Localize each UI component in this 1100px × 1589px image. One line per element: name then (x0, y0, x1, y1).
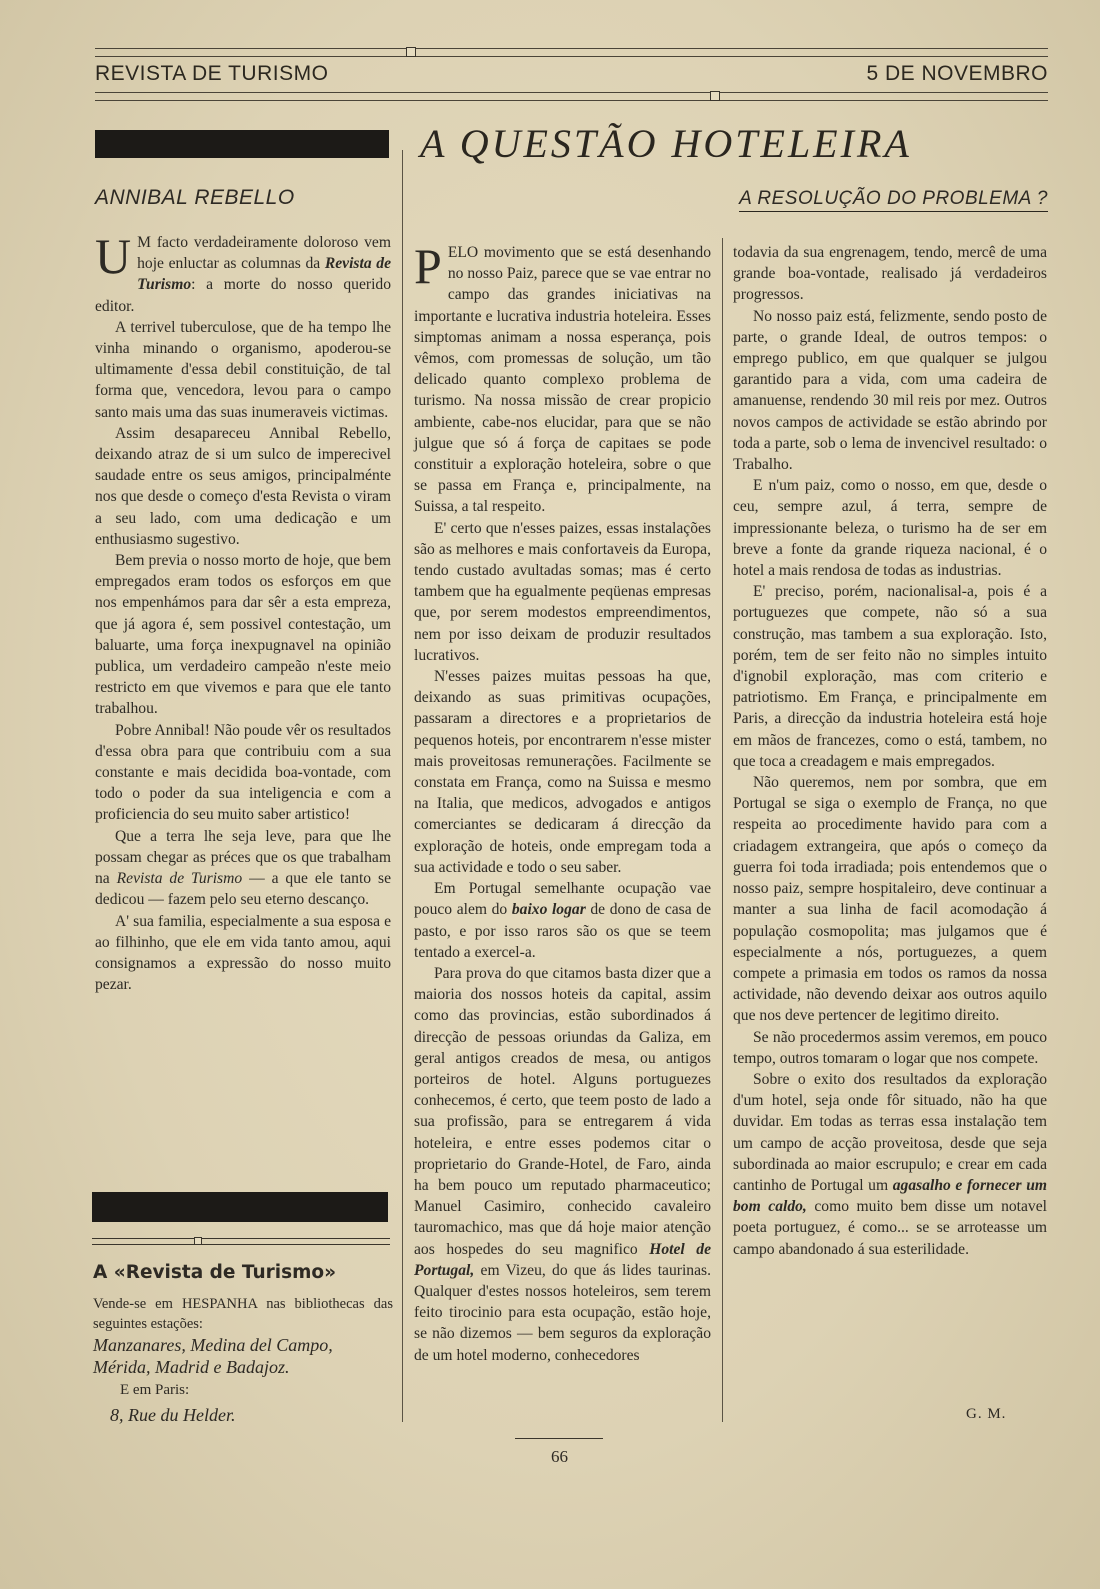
obituary-paragraph: A terrivel tuberculose, que de ha tempo lhe vinha minando o organismo, apoderou-se ultimamente d'essa debil constituição, de tal forma que, vencedora, levou para o campo santo mais uma das suas inumeraveis victimas. (95, 318, 391, 421)
page-number: 66 (551, 1447, 568, 1466)
obituary-column (95, 228, 391, 995)
obituary-author-heading: ANNIBAL REBELLO (95, 186, 295, 209)
advert-address: 8, Rue du Helder. (110, 1405, 236, 1425)
advert-cities-line: Manzanares, Medina del Campo, (93, 1335, 333, 1355)
column-divider (722, 238, 723, 1422)
article-paragraph: E' preciso, porém, nacionalisal-a, pois é a portuguezes que compete, não só a sua construção, mas tambem a sua exploração. Isto, porém, tem de ser feito não no simples intuito d'ignobil exploração, mas com criterio e patriotismo. Em França, e principalmente em Paris, a direcção da industria hoteleira está hoje em mãos de francezes, como o está, tambem, no que toca a creadagem e mais empregados. (733, 583, 1047, 770)
rule-ornament (194, 1237, 202, 1245)
article-paragraph: E n'um paiz, como o nosso, em que, desde o ceu, sempre azul, á terra, sempre de impressionante beleza, o turismo ha de ser em breve a fonte da grande riqueza nacional, é o hotel a mais rendosa de todas as industrias. (733, 477, 1047, 580)
drop-cap: U (95, 228, 132, 284)
article-paragraph: Para prova do que citamos basta dizer que a maioria dos nossos hoteis da capital, assim como das provincias, estão subordinados á direcção de pessoas oriundas da Galiza, em geral antigos creados de mesa, ou antigos porteiros de hotel. Alguns portuguezes conhecemos, é certo, que teem posto de lado a sua profissão, para se entregarem á vida hoteleira, e entre esses podemos citar o proprietario do Grande-Hotel, de Faro, ainda ha bem pouco um reputado pharmaceutico; Manuel Casimiro, conhecido cavaleiro tauromachico, mas que dá hoje maior atenção aos hospedes do seu magnifico Hotel de Portugal, em Vizeu, do que ás lides taurinas. Qualquer d'estes nossos hoteleiros, sem terem feito tirocinio para esta ocupação, estão hoje, se não dizemos — bem seguros da exploração de um hotel moderno, conhecedores (414, 964, 711, 1364)
rule-ornament (406, 47, 416, 57)
page-number-rule (515, 1438, 603, 1439)
article-paragraph: No nosso paiz está, felizmente, sendo posto de parte, o grande Ideal, de outros tempos: o emprego publico, em que qualquer se julgou garantido para a vida, com uma cadeira de amanuense, rendendo 30 mil reis por mez. Outros novos campos de actividade se estão abrindo por toda a parte, sob o lema de invencivel resultado: o Trabalho. (733, 307, 1047, 474)
obituary-paragraph: Que a terra lhe seja leve, para que lhe possam chegar as préces que os que trabalham na Revista de Turismo — a que ele tanto se dedicou — fazem pelo seu eterno descanço. (95, 827, 391, 909)
advert-title: A «Revista de Turismo» (93, 1262, 337, 1283)
article-paragraph: N'esses paizes muitas pessoas ha que, deixando as suas primitivas ocupações, passaram a directores e a proprietarios de pequenos hoteis, por encontrarem n'esse mister mais proveitosas remunerações. Facilmente se constata em França, como na Suissa e mesmo na Italia, que medicos, advogados e antigos comerciantes se dedicaram á direcção da exploração de hoteis, onde empregam toda a sua actividade e todo o seu saber. (414, 668, 711, 876)
drop-cap: P (414, 238, 442, 294)
article-paragraph: PELO movimento que se está desenhando no nosso Paiz, parece que se vae entrar no campo das grandes iniciativas na importante e lucrativa industria hoteleira. Esses simptomas animam a nossa esperança, pois vêmos, com promessas de solução, um tão delicado quanto complexo problema de turismo. Na nossa missão de crear propicio ambiente, cabe-nos elucidar, para que se não julgue que só á força de capitaes se pode constituir a exploração hoteleira, sobre o que se passa em França e, principalmente, na Suissa, a tal respeito. (414, 238, 711, 516)
advert-rule (92, 1238, 390, 1245)
article-paragraph: Em Portugal semelhante ocupação vae pouco alem do baixo logar de dono de casa de pasto, e por isso raros são os que se teem tentado a exercel-a. (414, 880, 711, 961)
header-bottom-rule (95, 92, 1048, 101)
advert-cities-line: Mérida, Madrid e Badajoz. (93, 1357, 290, 1377)
black-mourning-bar (95, 130, 389, 158)
obituary-paragraph: Pobre Annibal! Não poude vêr os resultados d'essa obra para que contribuiu com a sua constante e mais decidida boa-vontade, com todo o poder da sua inteligencia e com a proficiencia do seu muito saber artistico! (95, 721, 391, 824)
obituary-paragraph: Assim desapareceu Annibal Rebello, deixando atraz de si um sulco de imperecivel saudade entre os seus amigos, principalménte nos que desde o começo d'esta Revista o viram a seu lado, com uma dedicação e um enthusiasmo sugestivo. (95, 424, 391, 548)
article-column (414, 238, 711, 1366)
column-divider (402, 150, 403, 1422)
header-top-rule (95, 48, 1048, 57)
article-paragraph: E' certo que n'esses paizes, essas instalações são as melhores e mais confortaveis da Europa, tendo custado avultadas somas; mas é certo tambem que ha egualmente peqüenas empresas que, por serem modestos empreendimentos, nem por isso deixam de produzir resultados lucrativos. (414, 519, 711, 664)
article-subtitle: A RESOLUÇÃO DO PROBLEMA ? (739, 188, 1048, 212)
article-paragraph: Não queremos, nem por sombra, que em Portugal se siga o exemplo de França, no que respeita ao procedimente havido para com a criadagem extrangeira, que após o começo da guerra foi toda irradiada; pois entendemos que o nosso paiz, sempre hospitaleiro, deve continuar a manter a sua linha de facil acomodação á população cosmopolita; mas julgamos que é especialmente a nós, portuguezes, a quem compete a primasia em todos os ramos da nossa actividade, não devendo deixar aos outros aquilo que nos deve pertencer de legitimo direito. (733, 774, 1047, 1025)
article-paragraph: todavia da sua engrenagem, tendo, mercê de uma grande boa-vontade, realisado já verdadeiros progressos. (733, 244, 1047, 304)
obituary-paragraph: U M facto verdadeiramente doloroso vem hoje enluctar as columnas da Revista de Turismo: a morte do nosso querido editor. (95, 228, 391, 315)
advert-intro: Vende-se em HESPANHA nas bibliothecas das seguintes estações: (93, 1296, 393, 1332)
article-paragraph: Se não procedermos assim veremos, em pouco tempo, outros tomaram o logar que nos compete. (733, 1028, 1047, 1067)
header-date: 5 DE NOVEMBRO (866, 62, 1048, 85)
rule-ornament (710, 91, 720, 101)
obituary-paragraph: Bem previa o nosso morto de hoje, que bem empregados eram todos os esforços em que nos empenhámos para dar sêr a esta empreza, que já agora é, sem possivel contestação, um baluarte, uma força inexpugnavel na opinião publica, um verdadeiro campeão n'este meio restricto em que vivemos e para que ele tanto trabalhou. (95, 552, 391, 718)
obituary-paragraph: A' sua familia, especialmente a sua esposa e ao filhinho, que ele em vida tanto amou, aqui consignamos a expressão do nosso muito pezar. (95, 912, 391, 994)
article-column (733, 242, 1047, 1260)
article-title: A QUESTÃO HOTELEIRA (420, 121, 912, 166)
header-magazine-name: REVISTA DE TURISMO (95, 62, 329, 85)
black-mourning-bar (92, 1192, 388, 1222)
article-paragraph: Sobre o exito dos resultados da exploração d'um hotel, seja onde fôr situado, não ha que duvidar. Em todas as terras essa instalação tem um campo de acção proveitosa, desde que seja subordinada ao maior escrupulo; e crear em cada cantinho de Portugal um agasalho e fornecer um bom caldo, como muito bem disse um notavel poeta portuguez, é como... se se arroteasse um campo abandonado á sua esterilidade. (733, 1070, 1047, 1258)
article-signature: G. M. (966, 1406, 1007, 1422)
advert-paris-label: E em Paris: (120, 1382, 190, 1398)
